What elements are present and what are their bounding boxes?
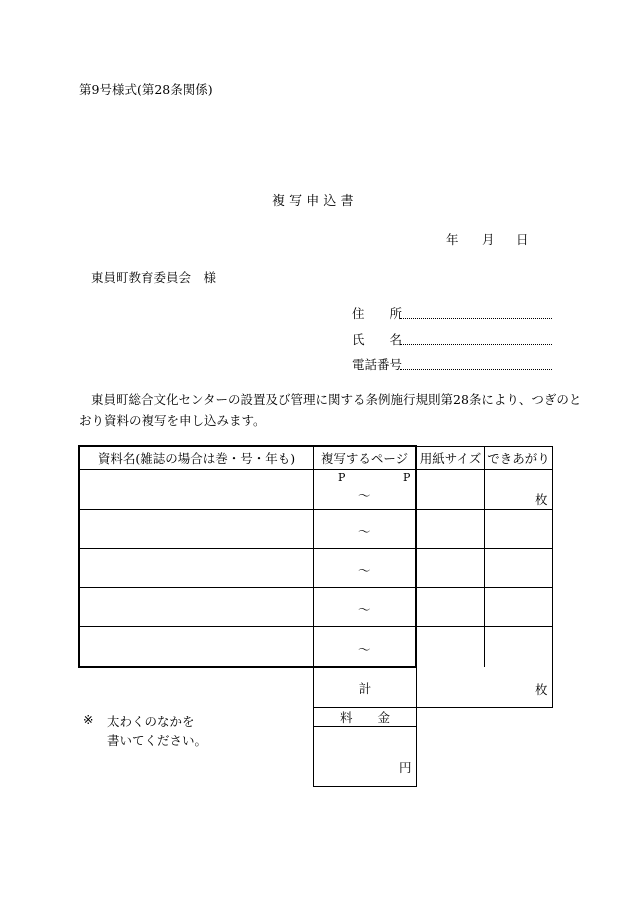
table-line <box>313 726 417 727</box>
page-range-tilde: ～ <box>358 642 371 657</box>
name-field[interactable] <box>400 344 552 345</box>
body-line-2: おり資料の複写を申し込みます。 <box>79 413 266 428</box>
header-paper-size: 用紙サイズ <box>419 451 482 466</box>
table-line <box>79 548 416 549</box>
table-line <box>416 667 417 787</box>
note-mark: ※ <box>83 712 94 727</box>
address-field[interactable] <box>400 318 552 319</box>
page-range-tilde: ～ <box>358 563 371 578</box>
header-pages: 複写するページ <box>320 451 409 466</box>
note-line-2: 書いてください。 <box>107 733 208 748</box>
name-label: 氏 名 <box>352 332 403 347</box>
table-line <box>416 469 553 470</box>
table-line <box>313 446 314 667</box>
phone-field[interactable] <box>400 369 552 370</box>
table-line <box>416 626 553 627</box>
table-line <box>415 445 417 668</box>
table-line <box>313 786 417 787</box>
page-range-tilde: ～ <box>358 488 371 503</box>
page-title: 複 写 申 込 書 <box>272 194 354 209</box>
header-done: できあがり <box>487 451 550 466</box>
table-line <box>79 509 416 510</box>
material-input[interactable] <box>80 470 313 509</box>
note-line-1: 太わくのなかを <box>107 714 195 729</box>
table-line <box>416 548 553 549</box>
total-sheet-unit: 枚 <box>535 682 548 697</box>
address-label: 住 所 <box>352 306 403 321</box>
yen-unit: 円 <box>399 760 412 775</box>
date-day: 日 <box>516 232 529 247</box>
table-line <box>484 446 485 667</box>
table-line <box>416 587 553 588</box>
phone-label: 電話番号 <box>352 357 403 372</box>
date-year: 年 <box>446 232 459 247</box>
table-line <box>79 626 416 627</box>
header-material: 資料名(雑誌の場合は巻・号・年も) <box>97 451 296 466</box>
page-from-marker: P <box>338 471 346 484</box>
total-label: 計 <box>358 680 372 696</box>
sheet-unit: 枚 <box>535 492 548 507</box>
table-line <box>79 587 416 588</box>
date-month: 月 <box>482 232 495 247</box>
page-range-tilde: ～ <box>358 524 371 539</box>
addressee: 東員町教育委員会 様 <box>91 270 217 285</box>
table-line <box>416 509 553 510</box>
page-range-tilde: ～ <box>358 602 371 617</box>
body-line-1: 東員町総合文化センターの設置及び管理に関する条例施行規則第28条により、つぎのと <box>91 392 582 407</box>
page-to-marker: P <box>403 471 411 484</box>
form-number: 第9号様式(第28条関係) <box>79 82 213 97</box>
table-line <box>552 446 553 707</box>
fee-label: 料 金 <box>339 710 390 725</box>
